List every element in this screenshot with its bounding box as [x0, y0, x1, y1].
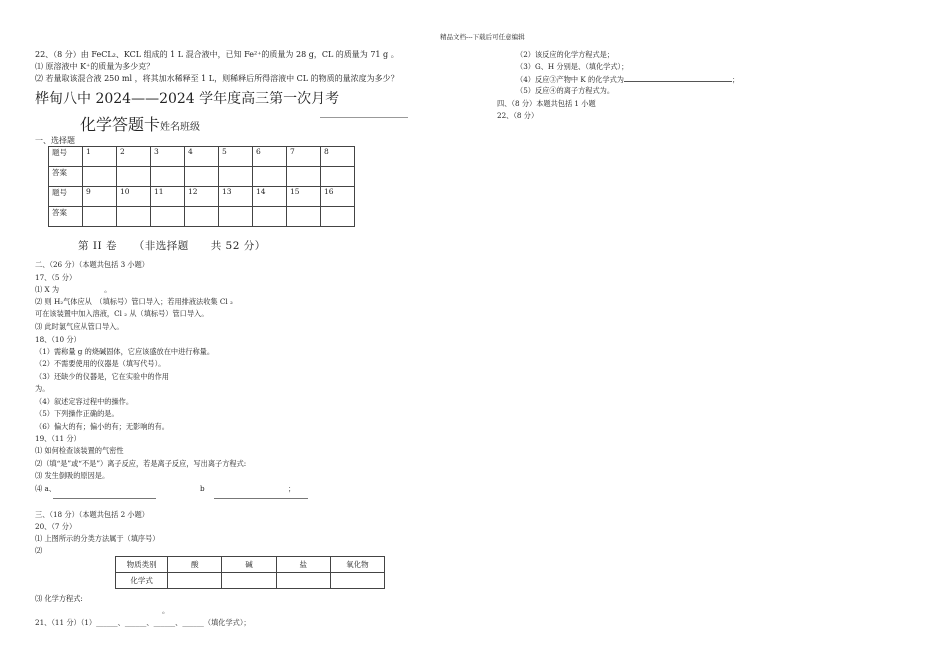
- exam-title: 桦甸八中 2024——2024 学年度高三第一次月考: [35, 91, 340, 107]
- table-cell: 酸: [168, 557, 222, 573]
- q21-line: （3）G、H 分别是、（填化学式）；: [516, 62, 629, 71]
- answer-cell[interactable]: [253, 167, 287, 187]
- q17-line: 可在该装置中加入溶液，Cl ₂ 从（填标号）管口导入。: [35, 309, 209, 318]
- q19-line-a: ⑷ a、: [35, 484, 56, 493]
- answer-cell[interactable]: [219, 207, 253, 227]
- q19-line: ⑴ 如何检查该装置的气密性: [35, 446, 124, 455]
- q20-line: ⑴ 上图所示的分类方法属于（填序号）: [35, 534, 160, 543]
- name-class-label: 姓名班级: [160, 122, 201, 133]
- table-cell: 4: [185, 147, 219, 167]
- section4-heading: 四、（8 分）本题共包括 1 小题: [497, 99, 596, 108]
- answer-blank-b[interactable]: [214, 498, 308, 499]
- q22-heading: 22、（8 分）: [497, 111, 539, 120]
- answer-cell[interactable]: [222, 573, 276, 589]
- q19-line: ⑶ 发生倒吸的原因是。: [35, 471, 110, 480]
- answer-cell[interactable]: [185, 167, 219, 187]
- table-cell: 题号: [49, 187, 83, 207]
- q21-line: （2）该反应的化学方程式是；: [516, 50, 615, 59]
- q21-line-4: （4）反应③产物中 K 的化学式为: [516, 75, 624, 84]
- q17-heading: 17、（5 分）: [35, 273, 77, 282]
- table-cell: 答案: [49, 167, 83, 187]
- q20-heading: 20、（7 分）: [35, 522, 77, 531]
- part2-heading: 第 II 卷 （非选择题 共 52 分）: [78, 240, 266, 252]
- table-cell: 15: [287, 187, 321, 207]
- table-row: [49, 187, 355, 207]
- choice-answer-table: [48, 146, 355, 227]
- table-cell: 10: [117, 187, 151, 207]
- q21-semicolon: ；: [731, 75, 740, 84]
- q21-line: （5）反应④的离子方程式为。: [516, 86, 615, 95]
- answer-cell[interactable]: [83, 207, 117, 227]
- table-cell: 碱: [222, 557, 276, 573]
- answer-cell[interactable]: [321, 207, 355, 227]
- q17-line: ⑶ 此时氯气应从管口导入。: [35, 322, 124, 331]
- answer-sheet-title: [80, 116, 200, 137]
- answer-cell[interactable]: [185, 207, 219, 227]
- q18-line: （5）下列操作正确的是。: [35, 409, 119, 418]
- q22-stem: 22、（8 分）由 FeCL₂、KCL 组成的 1 L 混合液中，已知 Fe²⁺的质量为 28 g，CL 的质量为 71 g 。: [35, 50, 399, 59]
- q19-line: ⑵（填“是”或“不是”）离子反应，若是离子反应，写出离子方程式:: [35, 459, 247, 468]
- table-cell: 7: [287, 147, 321, 167]
- answer-cell[interactable]: [253, 207, 287, 227]
- answer-cell[interactable]: [219, 167, 253, 187]
- answer-cell[interactable]: [287, 167, 321, 187]
- q22-part1: ⑴ 原溶液中 K⁺的质量为多少克？: [35, 62, 155, 71]
- table-row: [49, 147, 355, 167]
- table-cell: 9: [83, 187, 117, 207]
- q18-line: （1）需称量 g 的烧碱固体，它应该盛放在中进行称量。: [35, 347, 215, 356]
- title-underline: [320, 117, 408, 118]
- section2-heading: 二、（26 分）（本题共包括 3 小题）: [35, 260, 149, 269]
- table-cell: 盐: [276, 557, 330, 573]
- table-cell: 题号: [49, 147, 83, 167]
- table-cell: 8: [321, 147, 355, 167]
- q17-period: 。: [104, 285, 112, 294]
- q18-line: （6）偏大的有；偏小的有；无影响的有。: [35, 422, 169, 431]
- table-cell: 6: [253, 147, 287, 167]
- answer-cell[interactable]: [117, 207, 151, 227]
- table-row: [116, 573, 385, 589]
- table-cell: 物质类别: [116, 557, 168, 573]
- answer-cell[interactable]: [330, 573, 384, 589]
- answer-blank-k[interactable]: [624, 74, 732, 82]
- q19-semicolon: ；: [288, 484, 296, 493]
- answer-cell[interactable]: [117, 167, 151, 187]
- q21-line: [516, 74, 739, 84]
- table-cell: 化学式: [116, 573, 168, 589]
- table-cell: 11: [151, 187, 185, 207]
- table-cell: 16: [321, 187, 355, 207]
- answer-cell[interactable]: [83, 167, 117, 187]
- table-cell: 14: [253, 187, 287, 207]
- answer-cell[interactable]: [321, 167, 355, 187]
- q19-line-b: b: [200, 484, 205, 493]
- q18-heading: 18、（10 分）: [35, 335, 81, 344]
- table-cell: 氧化物: [330, 557, 384, 573]
- table-row: [49, 167, 355, 187]
- q17-line: ⑵ 则 H₂气体应从 （填标号）管口导入；若用排液法收集 Cl ₂: [35, 297, 233, 306]
- q18-line: （2）不需要使用的仪器是（填写代号）。: [35, 359, 166, 368]
- answer-blank-a[interactable]: [53, 498, 156, 499]
- q19-heading: 19、（11 分）: [35, 434, 81, 443]
- table-cell: 2: [117, 147, 151, 167]
- section-choice-heading: 一、选择题: [35, 136, 75, 145]
- table-cell: 答案: [49, 207, 83, 227]
- q18-line: （4）叙述定容过程中的操作。: [35, 397, 134, 406]
- q20-line: ⑵: [35, 546, 43, 555]
- table-cell: 12: [185, 187, 219, 207]
- q17-line: [35, 285, 111, 294]
- table-cell: 5: [219, 147, 253, 167]
- q22-part2: ⑵ 若量取该混合液 250 ml ，将其加水稀释至 1 L，则稀释后所得溶液中 CL 的物质的量浓度为多少？: [35, 74, 399, 83]
- table-cell: 1: [83, 147, 117, 167]
- table-row: [49, 207, 355, 227]
- answer-cell[interactable]: [168, 573, 222, 589]
- table-cell: 3: [151, 147, 185, 167]
- q20-period: 。: [162, 606, 170, 615]
- answer-cell[interactable]: [276, 573, 330, 589]
- q17-x-label: ⑴ X 为: [35, 285, 60, 294]
- q21-heading: 21、（11 分）（1）______、______、______、______（填化学式）；: [35, 618, 251, 627]
- answer-sheet-title-main: 化学答题卡: [80, 115, 161, 134]
- table-row: [116, 557, 385, 573]
- classification-table: [115, 556, 385, 589]
- answer-cell[interactable]: [287, 207, 321, 227]
- answer-cell[interactable]: [151, 207, 185, 227]
- answer-cell[interactable]: [151, 167, 185, 187]
- section3-heading: 三、（18 分）（本题共包括 2 小题）: [35, 510, 149, 519]
- table-cell: 13: [219, 187, 253, 207]
- q20-line: ⑶ 化学方程式:: [35, 594, 83, 603]
- q18-line: （3）还缺少的仪器是，它在实验中的作用: [35, 372, 169, 381]
- q18-line: 为。: [35, 384, 50, 393]
- header-note: 精品文档---下载后可任意编辑: [440, 33, 525, 41]
